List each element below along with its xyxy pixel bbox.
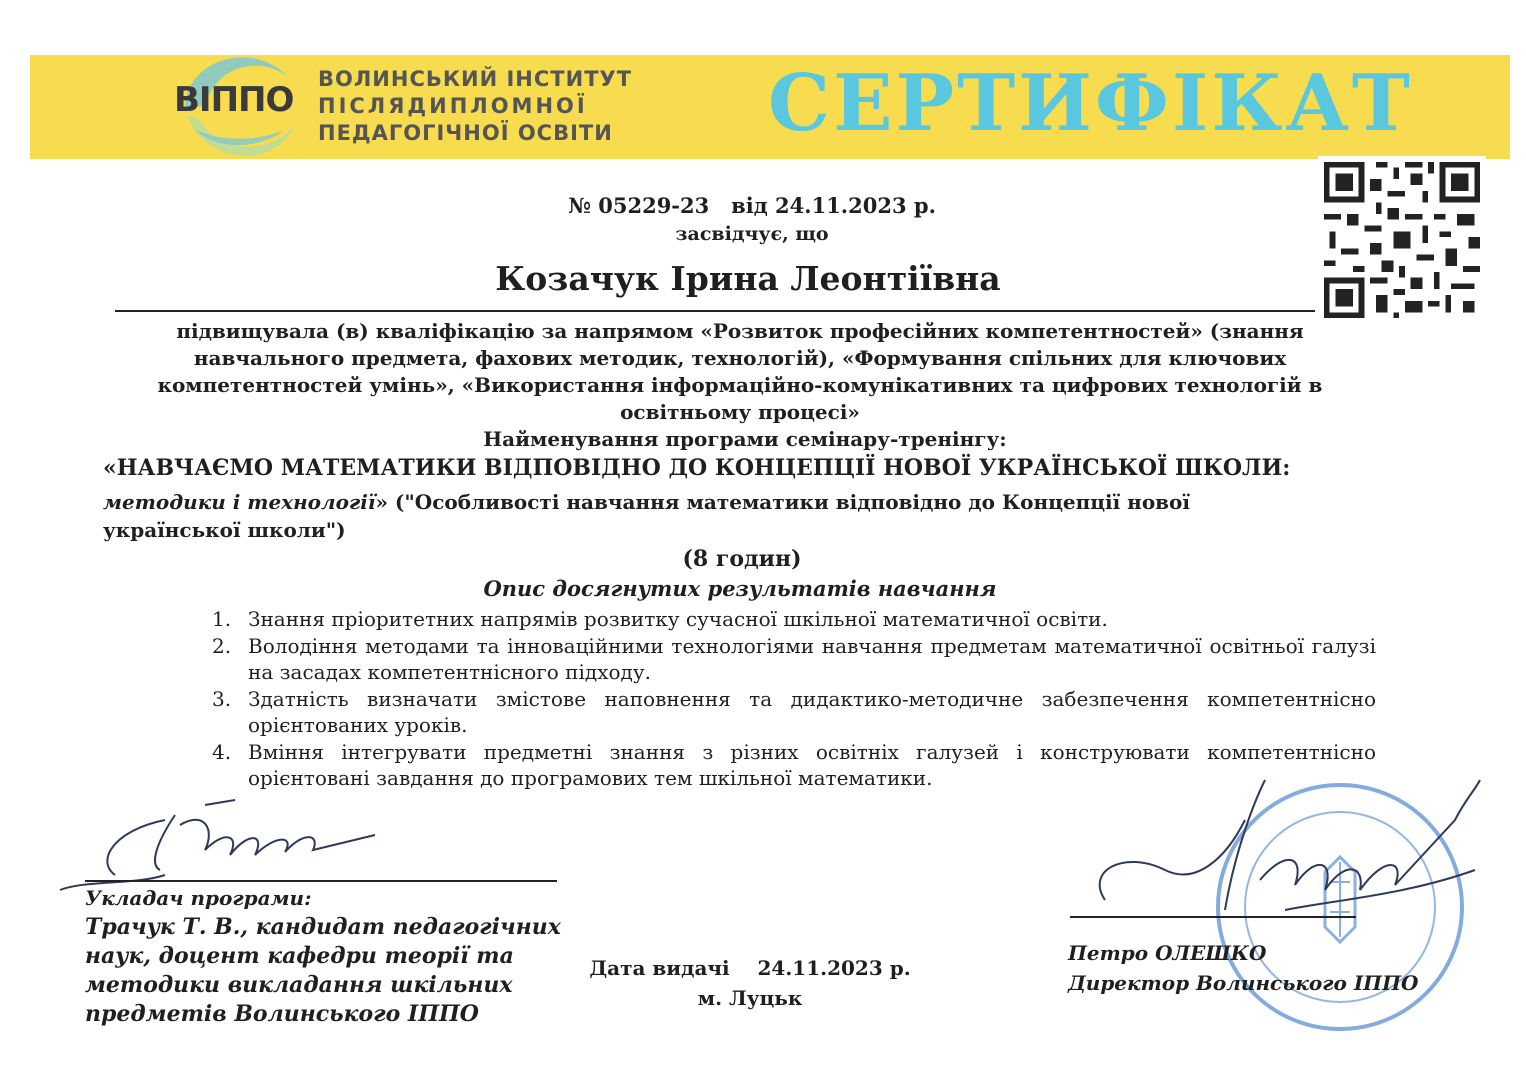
list-item-number: 1. xyxy=(212,607,232,631)
director-title: Директор Волинського ІППО xyxy=(1068,971,1419,995)
compiler-block xyxy=(85,884,561,1029)
list-item-number: 4. xyxy=(212,739,232,764)
list-item-text: Володіння методами та інноваційними технологіями навчання предметам математичної освітньої галузі на засадах компетентнісного підходу. xyxy=(248,633,1376,684)
issue-label: Дата видачі xyxy=(589,956,730,980)
list-item xyxy=(200,686,1376,739)
certificate-title: СЕРТИФІКАТ xyxy=(768,58,1413,149)
official-stamp-icon xyxy=(1205,772,1475,1042)
program-subtitle-italic: методики і технології xyxy=(103,490,376,514)
results-title: Опис досягнутих результатів навчання xyxy=(483,576,997,601)
institute-line: ПЕДАГОГІЧНОЇ ОСВІТИ xyxy=(318,121,613,145)
qr-code-icon xyxy=(1318,156,1486,324)
institute-line: ПІСЛЯДИПЛОМНОЇ xyxy=(318,94,588,118)
qualification-text: підвищувала (в) кваліфікацію за напрямом «Розвиток професійних компетентностей» (знання навчального предмета, фахових методик, технологій), «Формування спільних для ключових компетентностей умінь», «Використання інформаційно-комунікативних та цифрових технологій в освітньому процесі» xyxy=(157,319,1323,424)
list-item xyxy=(200,633,1376,686)
list-item-text: Здатність визначати змістове наповнення та дидактико-методичне забезпечення компетентнісно орієнтованих уроків. xyxy=(248,686,1376,737)
list-item xyxy=(200,606,1376,633)
institute-line: ВОЛИНСЬКИЙ ІНСТИТУТ xyxy=(318,67,633,91)
recipient-name: Козачук Ірина Леонтіївна xyxy=(495,259,1001,298)
program-subtitle xyxy=(103,488,1323,544)
compiler-label: Укладач програми: xyxy=(85,886,312,910)
list-item xyxy=(200,739,1376,792)
compiler-signature-line xyxy=(85,880,557,882)
list-item-number: 3. xyxy=(212,686,232,711)
issue-city: м. Луцьк xyxy=(697,986,803,1010)
results-list xyxy=(200,606,1376,792)
list-item-text: Знання пріоритетних напрямів розвитку сучасної шкільної математичної освіти. xyxy=(248,607,1108,631)
director-signature-line xyxy=(1070,916,1356,918)
program-subtitle-rest: » ("Особливості навчання математики відповідно до Концепції нової української школи") xyxy=(103,490,1190,542)
institute-name xyxy=(318,66,632,147)
compiler-line: методики викладання шкільних xyxy=(85,972,513,998)
compiler-line: предметів Волинського ІППО xyxy=(85,1001,479,1027)
program-title: «НАВЧАЄМО МАТЕМАТИКИ ВІДПОВІДНО ДО КОНЦЕПЦІЇ НОВОЇ УКРАЇНСЬКОЇ ШКОЛИ: xyxy=(103,455,1291,481)
attests-text: засвідчує, що xyxy=(675,223,829,245)
program-label: Найменування програми семінару-тренінгу: xyxy=(483,427,1007,451)
hours: (8 годин) xyxy=(682,546,802,572)
issue-date: 24.11.2023 р. xyxy=(757,956,911,980)
name-underline xyxy=(115,310,1315,312)
director-block xyxy=(1068,938,1418,998)
compiler-line: Трачук Т. В., кандидат педагогічних xyxy=(85,914,561,940)
list-item-number: 2. xyxy=(212,633,232,658)
list-item-text: Вміння інтегрувати предметні знання з різних освітніх галузей і конструювати компетентнісно орієнтовані завдання до програмових тем шкільної математики. xyxy=(248,739,1376,790)
logo-abbreviation: ВІППО xyxy=(174,80,294,120)
issue-date-line xyxy=(560,953,940,983)
certificate-number: № 05229-23 від 24.11.2023 р. xyxy=(568,193,936,218)
compiler-line: наук, доцент кафедри теорії та xyxy=(85,943,514,969)
director-name: Петро ОЛЕШКО xyxy=(1068,941,1267,965)
issue-block xyxy=(560,953,940,1013)
